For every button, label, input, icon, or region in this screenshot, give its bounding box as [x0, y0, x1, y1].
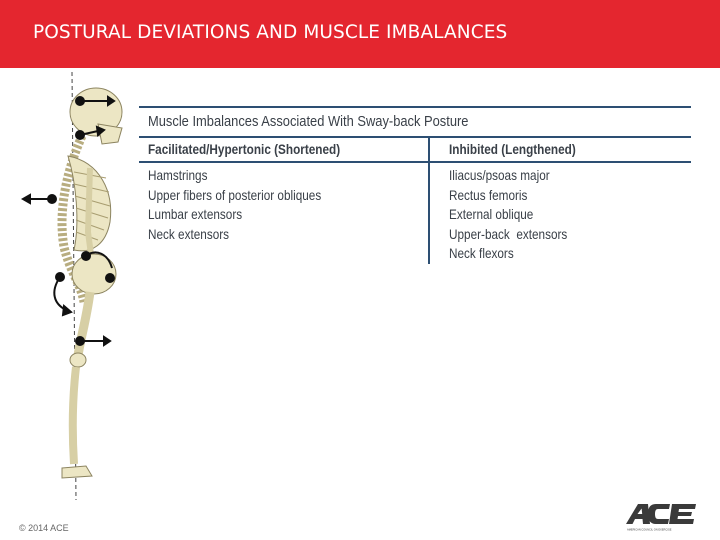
list-item: Rectus femoris [449, 186, 528, 203]
title-bar [0, 0, 720, 68]
lengthened-muscle-list [449, 166, 590, 264]
list-item: Iliacus/psoas major [449, 167, 550, 183]
sway-back-skeleton-illustration [18, 72, 140, 500]
muscle-imbalance-table [139, 106, 691, 266]
upper-back-arrow [23, 195, 56, 203]
table-title: Muscle Imbalances Associated With Sway-back Posture [148, 113, 469, 130]
column-header-lengthened: Inhibited (Lengthened) [449, 141, 576, 157]
list-item: Upper-back extensors [449, 225, 568, 242]
ace-logo-tagline: AMERICAN COUNCIL ON EXERCISE [627, 528, 672, 532]
list-item: Neck extensors [148, 225, 230, 242]
table-title-rule [139, 136, 691, 138]
ace-logo [624, 502, 712, 532]
jaw [98, 124, 122, 144]
shortened-muscle-list [148, 166, 354, 244]
slide-title: POSTURAL DEVIATIONS AND MUSCLE IMBALANCES [33, 22, 508, 43]
tibia [73, 367, 76, 464]
column-header-shortened: Facilitated/Hypertonic (Shortened) [148, 141, 341, 157]
column-divider [428, 138, 430, 264]
list-item: Lumbar extensors [148, 206, 243, 222]
foot [62, 466, 92, 478]
copyright-notice: © 2014 ACE [19, 523, 69, 533]
table-header-rule [139, 161, 691, 163]
list-item: Hamstrings [148, 167, 208, 183]
knee-arrow [76, 337, 110, 345]
knee [70, 353, 86, 367]
list-item: Upper fibers of posterior obliques [148, 186, 322, 203]
list-item: Neck flexors [449, 245, 514, 261]
table-top-rule [139, 106, 691, 108]
list-item: External oblique [449, 206, 534, 222]
